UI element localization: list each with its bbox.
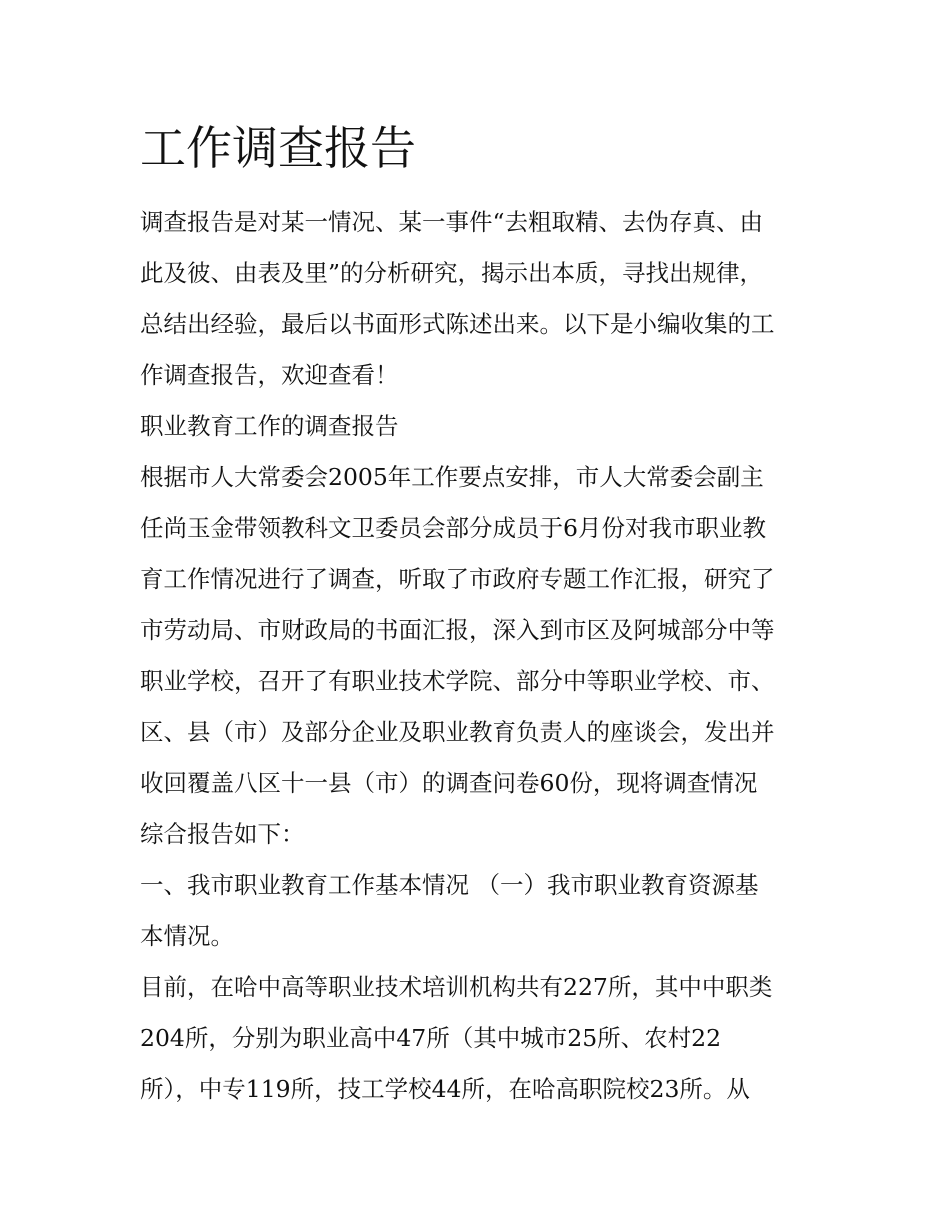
section-heading: 职业教育工作的调查报告 — [140, 412, 399, 440]
text-line: 综合报告如下： — [140, 820, 305, 848]
text-line: 区、县（市）及部分企业及职业教育负责人的座谈会，发出并 — [140, 718, 775, 746]
text-line: 调查报告是对某一情况、某一事件“去粗取精、去伪存真、由 — [140, 208, 764, 236]
text-line: 收回覆盖八区十一县（市）的调查问卷60份，现将调查情况 — [140, 769, 758, 797]
text-line: 本情况。 — [140, 922, 234, 950]
text-line: 所），中专119所，技工学校44所，在哈高职院校23所。从 — [140, 1075, 750, 1103]
text-line: 一、我市职业教育工作基本情况 （一）我市职业教育资源基 — [140, 871, 759, 899]
text-line: 育工作情况进行了调查，听取了市政府专题工作汇报，研究了 — [140, 565, 775, 593]
text-line: 目前，在哈中高等职业技术培训机构共有227所，其中中职类 — [140, 973, 773, 1001]
text-line: 204所，分别为职业高中47所（其中城市25所、农村22 — [140, 1024, 722, 1052]
text-line: 任尚玉金带领教科文卫委员会部分成员于6月份对我市职业教 — [140, 514, 766, 542]
text-line: 根据市人大常委会2005年工作要点安排，市人大常委会副主 — [140, 463, 764, 491]
text-line: 总结出经验，最后以书面形式陈述出来。以下是小编收集的工 — [140, 310, 775, 338]
text-line: 作调查报告，欢迎查看！ — [140, 361, 399, 389]
document-title: 工作调查报告 — [140, 121, 416, 175]
text-line: 职业学校，召开了有职业技术学院、部分中等职业学校、市、 — [140, 667, 775, 695]
text-line: 市劳动局、市财政局的书面汇报，深入到市区及阿城部分中等 — [140, 616, 775, 644]
text-line: 此及彼、由表及里”的分析研究，揭示出本质，寻找出规律， — [140, 259, 764, 287]
